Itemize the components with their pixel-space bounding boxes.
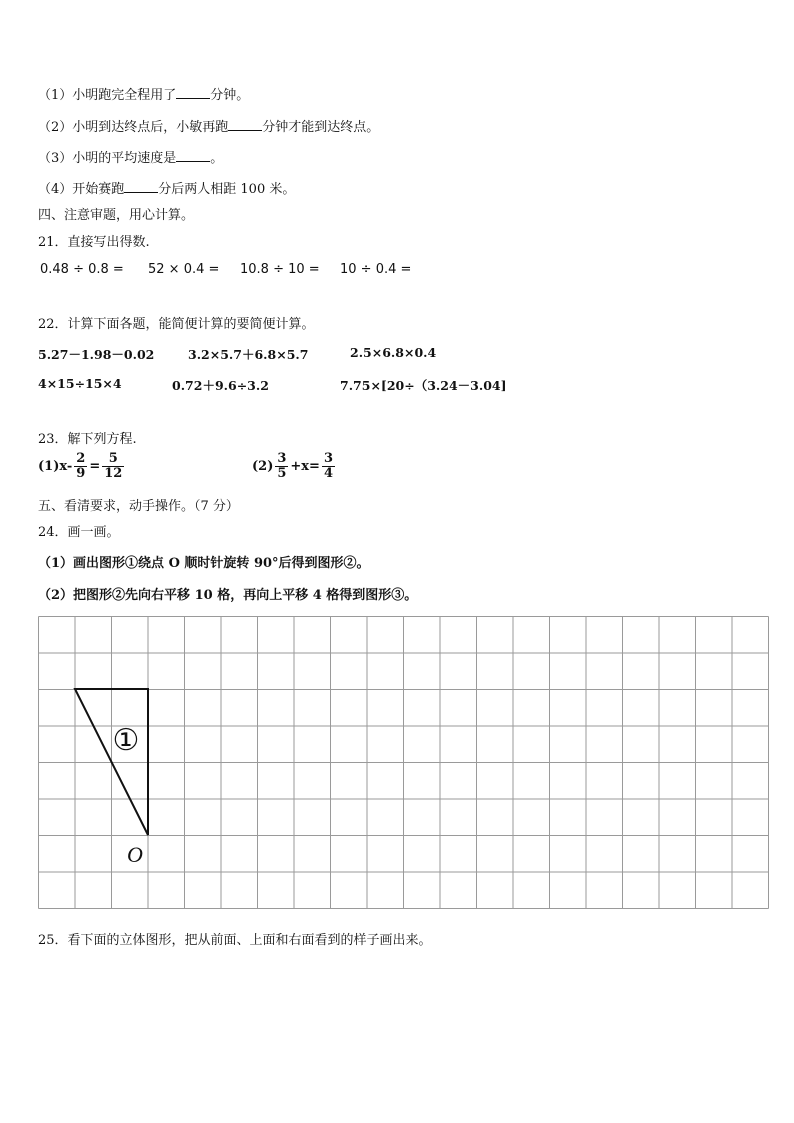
shape-label-1: ① — [112, 723, 140, 758]
q21-item-1: 0.48 ÷ 0.8 = — [40, 262, 124, 277]
q22-expr-5: 0.72＋9.6÷3.2 — [172, 378, 269, 393]
section4-title: 四、注意审题，用心计算。 — [38, 208, 195, 223]
q21-item-4: 10 ÷ 0.4 = — [340, 262, 412, 277]
drawing-grid[interactable] — [38, 616, 769, 909]
q21-item-2: 52 × 0.4 = — [148, 262, 220, 277]
q20-sub2-suffix: 分钟才能到达终点。 — [262, 120, 380, 135]
fraction-numerator: 3 — [277, 451, 287, 466]
q20-sub1 — [38, 84, 249, 103]
q23-equation-2 — [252, 452, 337, 481]
fraction — [74, 452, 87, 481]
q22-title: 22．计算下面各题，能简便计算的要简便计算。 — [38, 317, 315, 332]
answer-blank[interactable] — [176, 149, 210, 162]
q22-expr-3: 2.5×6.8×0.4 — [350, 345, 437, 360]
fraction-denominator: 12 — [104, 466, 123, 481]
eq2-prefix: (2) — [252, 459, 274, 474]
fraction-numerator: 5 — [102, 452, 124, 467]
q23-equation-1 — [38, 452, 126, 481]
fraction — [275, 452, 288, 481]
q20-sub3 — [38, 147, 223, 166]
point-o-label: O — [127, 842, 143, 867]
answer-blank[interactable] — [176, 86, 210, 99]
q24-title: 24．画一画。 — [38, 525, 120, 540]
fraction — [322, 452, 335, 481]
section5-title: 五、看清要求，动手操作。（7 分） — [38, 499, 239, 514]
eq1-prefix: (1)x- — [38, 459, 73, 474]
fraction-denominator: 4 — [323, 466, 333, 481]
q22-expr-1: 5.27－1.98－0.02 — [38, 347, 155, 362]
q24-sub1: （1）画出图形①绕点 O 顺时针旋转 90°后得到图形②。 — [38, 556, 370, 571]
q20-sub1-text: （1）小明跑完全程用了 — [38, 88, 177, 103]
fraction-numerator: 2 — [76, 451, 86, 466]
q21-title: 21．直接写出得数. — [38, 235, 150, 250]
answer-blank[interactable] — [124, 180, 158, 193]
q20-sub4 — [38, 178, 295, 197]
fraction-denominator: 5 — [277, 466, 287, 481]
q20-sub4-suffix: 分后两人相距 100 米。 — [158, 182, 296, 197]
q23-title: 23．解下列方程. — [38, 432, 137, 447]
q22-expr-2: 3.2×5.7＋6.8×5.7 — [188, 347, 309, 362]
eq1-operator: = — [89, 459, 101, 474]
q24-sub2: （2）把图形②先向右平移 10 格，再向上平移 4 格得到图形③。 — [38, 588, 418, 603]
q25-title: 25．看下面的立体图形，把从前面、上面和右面看到的样子画出来。 — [38, 933, 432, 948]
q20-sub3-suffix: 。 — [210, 151, 224, 166]
fraction-numerator: 3 — [323, 451, 333, 466]
fraction — [102, 452, 124, 481]
q20-sub2 — [38, 116, 379, 135]
q20-sub2-text: （2）小明到达终点后，小敏再跑 — [38, 120, 229, 135]
q22-expr-4: 4×15÷15×4 — [38, 376, 122, 391]
q20-sub3-text: （3）小明的平均速度是 — [38, 151, 177, 166]
q20-sub1-suffix: 分钟。 — [210, 88, 250, 103]
q20-sub4-text: （4）开始赛跑 — [38, 182, 125, 197]
q22-expr-6: 7.75×[20÷（3.24－3.04] — [340, 378, 507, 393]
answer-blank[interactable] — [228, 118, 262, 131]
eq2-operator: +x= — [290, 459, 320, 474]
fraction-denominator: 9 — [76, 466, 86, 481]
q21-item-3: 10.8 ÷ 10 = — [240, 262, 320, 277]
